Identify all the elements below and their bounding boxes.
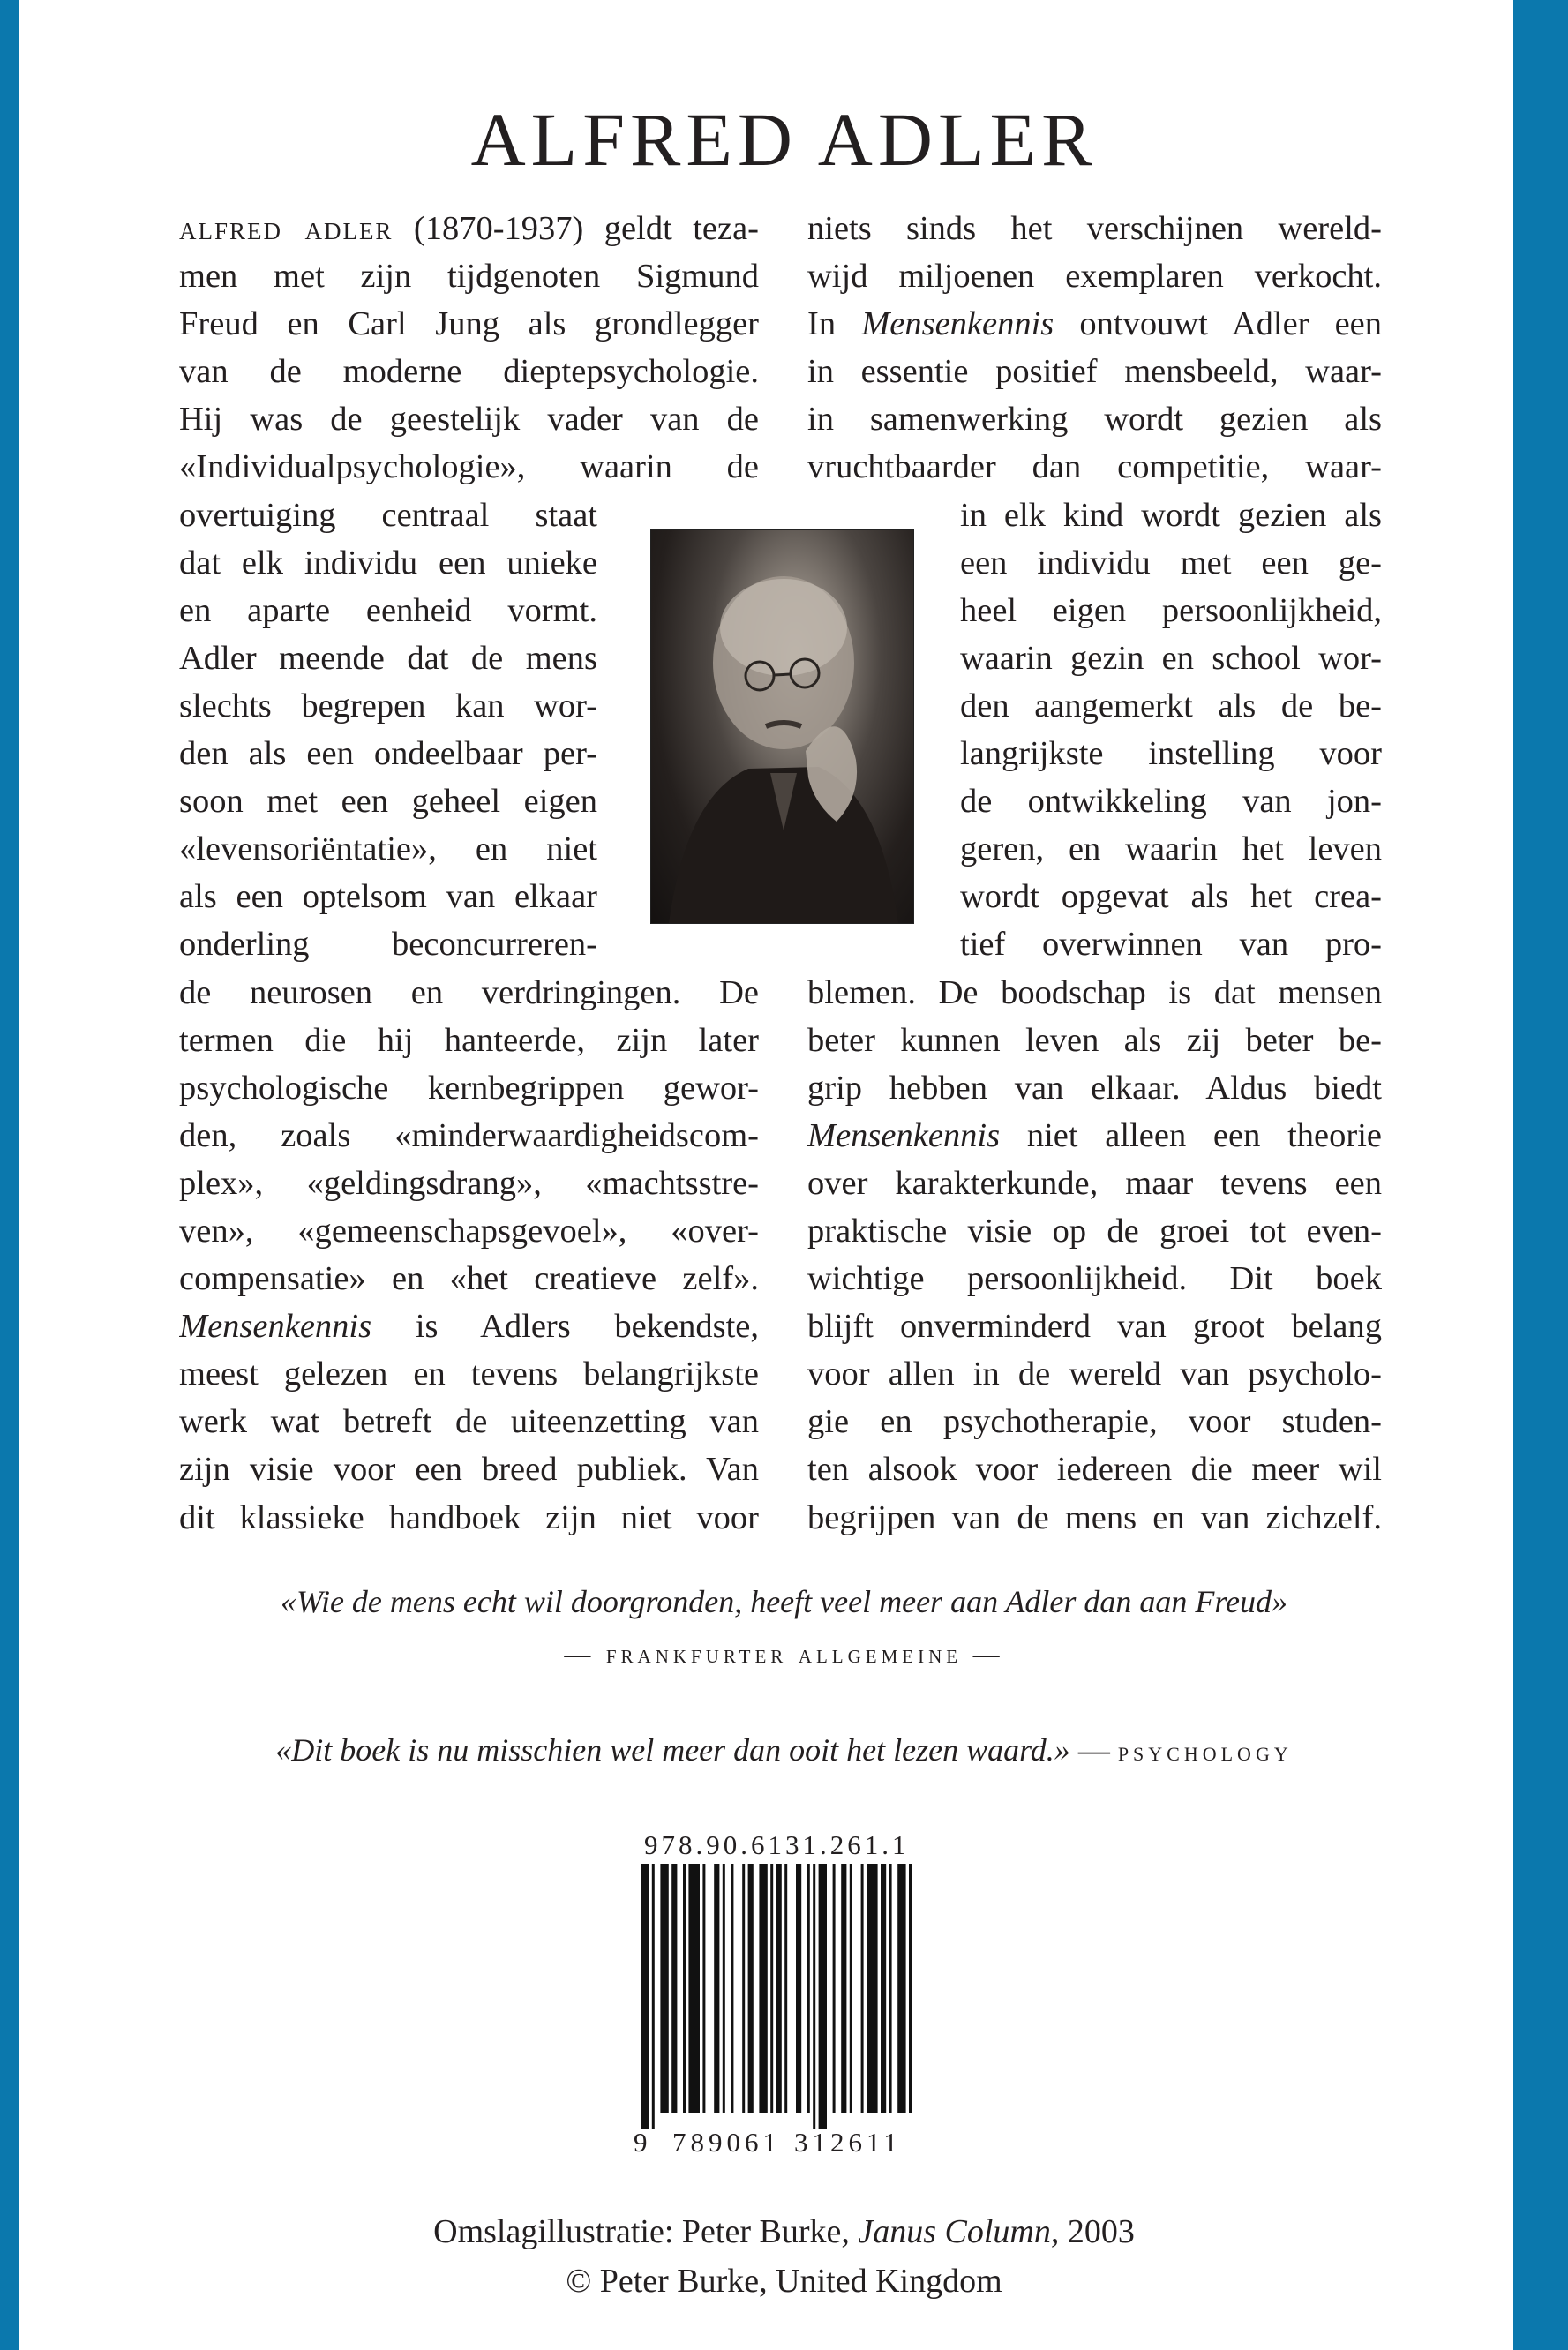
right-line-14: wordt opgevat als het crea- <box>960 878 1382 916</box>
barcode-bar <box>731 1864 733 2113</box>
barcode-bar <box>776 1864 782 2113</box>
quote-frankfurter: «Wie de mens echt wil doorgronden, heeft veel meer aan Adler dan aan Freud» <box>280 1584 1288 1619</box>
barcode-bar <box>889 1864 892 2113</box>
quote-psychology-source: psychology <box>1117 1736 1293 1767</box>
cover-credit-line2: © Peter Burke, United Kingdom <box>566 2263 1002 2300</box>
left-line-1: men met zijn tijdgenoten Sigmund <box>179 258 759 296</box>
barcode-digit-group1: 789061 <box>672 2127 781 2158</box>
barcode-bar <box>714 1864 719 2113</box>
left-line-24: meest gelezen en tevens belangrijkste <box>179 1355 759 1393</box>
barcode-digit-first: 9 <box>634 2127 652 2158</box>
left-line-18: psychologische kernbegrippen gewor- <box>179 1069 759 1107</box>
barcode-bar <box>861 1864 864 2113</box>
barcode-digit-group2: 312611 <box>794 2127 902 2158</box>
barcode-bar <box>850 1864 852 2113</box>
book-title-italic: Mensenkennis <box>861 305 1054 343</box>
right-blue-stripe <box>1513 0 1568 2350</box>
right-line-12: de ontwikkeling van jon- <box>960 783 1382 821</box>
barcode-bar <box>881 1864 886 2113</box>
right-line-21: praktische visie op de groei tot even- <box>807 1212 1382 1250</box>
barcode-bar <box>702 1864 705 2113</box>
left-line-23: Mensenkennis is Adlers bekendste, <box>179 1308 759 1346</box>
barcode-bar <box>748 1864 754 2113</box>
quote-psychology: «Dit boek is nu misschien wel meer dan ooit het lezen waard.» — psychology <box>275 1732 1293 1768</box>
right-line-11: langrijkste instelling voor <box>960 735 1382 773</box>
barcode-bar <box>688 1864 700 2113</box>
barcode-bar <box>660 1864 668 2113</box>
right-line-17: beter kunnen leven als zij beter be- <box>807 1021 1382 1059</box>
isbn-label: 978.90.6131.261.1 <box>644 1829 910 1860</box>
left-line-11: den als een ondeelbaar per- <box>179 735 597 773</box>
right-column <box>807 205 1382 1542</box>
left-line-8: en aparte eenheid vormt. <box>179 591 597 629</box>
barcode-bar <box>652 1864 655 2129</box>
barcode-bar <box>723 1864 725 2113</box>
left-line-26: zijn visie voor een breed publiek. Van <box>179 1451 759 1489</box>
barcode-bar <box>807 1864 810 2113</box>
right-line-3: in essentie positief mensbeeld, waar- <box>807 353 1382 391</box>
barcode-bar <box>770 1864 773 2113</box>
cover-credit-line1: Omslagillustratie: Peter Burke, Janus Column, 2003 <box>433 2213 1135 2250</box>
left-line-2: Freud en Carl Jung als grondlegger <box>179 305 759 343</box>
barcode-bar <box>784 1864 787 2113</box>
barcode-bar <box>841 1864 846 2113</box>
right-line-2: In Mensenkennis ontvouwt Adler een <box>807 305 1382 343</box>
barcode <box>635 1864 918 2129</box>
right-line-15: tief overwinnen van pro- <box>960 926 1382 964</box>
barcode-bar <box>833 1864 836 2113</box>
left-line-0: alfred adler (1870-1937) geldt teza- <box>179 210 759 247</box>
left-line-7: dat elk individu een unieke <box>179 544 597 582</box>
left-line-19: den, zoals «minderwaardigheidscom- <box>179 1116 759 1154</box>
book-title: ALFRED ADLER <box>470 97 1098 182</box>
left-line-4: Hij was de geestelijk vader van de <box>179 401 759 439</box>
right-line-23: blijft onverminderd van groot belang <box>807 1308 1382 1346</box>
right-line-5: vruchtbaarder dan competitie, waar- <box>807 448 1382 486</box>
right-line-13: geren, en waarin het leven <box>960 830 1382 868</box>
right-line-16: blemen. De boodschap is dat mensen <box>807 973 1382 1011</box>
quote-frankfurter-source: — frankfurter allgemeine — <box>564 1640 1004 1669</box>
right-line-24: voor allen in de wereld van psycholo- <box>807 1355 1382 1393</box>
left-line-14: als een optelsom van elkaar <box>179 878 597 916</box>
right-line-7: een individu met een ge- <box>960 544 1382 582</box>
right-line-9: waarin gezin en school wor- <box>960 639 1382 677</box>
right-line-6: in elk kind wordt gezien als <box>960 496 1382 534</box>
right-line-10: den aangemerkt als de be- <box>960 687 1382 725</box>
left-line-21: ven», «gemeenschapsgevoel», «over- <box>179 1212 759 1250</box>
barcode-bar <box>813 1864 815 2129</box>
right-line-4: in samenwerking wordt gezien als <box>807 401 1382 439</box>
right-line-18: grip hebben van elkaar. Aldus biedt <box>807 1069 1382 1107</box>
left-line-6: overtuiging centraal staat <box>179 496 597 534</box>
left-line-15: onderling beconcurreren- <box>179 926 597 964</box>
left-line-12: soon met een geheel eigen <box>179 783 597 821</box>
barcode-bar <box>867 1864 878 2113</box>
right-line-26: ten alsook voor iedereen die meer wil <box>807 1451 1382 1489</box>
left-line-13: «levensoriëntatie», en niet <box>179 830 597 868</box>
book-title-italic: Mensenkennis <box>179 1308 372 1346</box>
barcode-bar <box>897 1864 905 2113</box>
left-line-3: van de moderne dieptepsychologie. <box>179 353 759 391</box>
barcode-bar <box>819 1864 827 2129</box>
book-title-italic: Mensenkennis <box>807 1116 1001 1154</box>
barcode-bar <box>796 1864 801 2113</box>
barcode-bar <box>641 1864 649 2129</box>
left-line-10: slechts begrepen kan wor- <box>179 687 597 725</box>
left-line-17: termen die hij hanteerde, zijn later <box>179 1021 759 1059</box>
right-line-20: over karakterkunde, maar tevens een <box>807 1164 1382 1202</box>
left-line-22: compensatie» en «het creatieve zelf». <box>179 1260 759 1298</box>
right-line-0: niets sinds het verschijnen wereld- <box>807 210 1382 247</box>
left-line-16: de neurosen en verdringingen. De <box>179 973 759 1011</box>
left-line-9: Adler meende dat de mens <box>179 639 597 677</box>
barcode-bar <box>671 1864 677 2113</box>
right-line-25: gie en psychotherapie, voor studen- <box>807 1403 1382 1441</box>
left-line-20: plex», «geldingsdrang», «machtsstre- <box>179 1164 759 1202</box>
right-line-8: heel eigen persoonlijkheid, <box>960 591 1382 629</box>
left-line-5: «Individualpsychologie», waarin de <box>179 448 759 486</box>
barcode-bar <box>742 1864 745 2113</box>
right-line-1: wijd miljoenen exemplaren verkocht. <box>807 258 1382 296</box>
right-line-22: wichtige persoonlijkheid. Dit boek <box>807 1260 1382 1298</box>
barcode-bar <box>759 1864 767 2113</box>
left-line-25: werk wat betreft de uiteenzetting van <box>179 1403 759 1441</box>
barcode-bar <box>909 1864 912 2113</box>
left-blue-stripe <box>0 0 19 2350</box>
left-line-27: dit klassieke handboek zijn niet voor <box>179 1498 759 1536</box>
right-line-27: begrijpen van de mens en van zichzelf. <box>807 1498 1382 1536</box>
right-line-19: Mensenkennis niet alleen een theorie <box>807 1116 1382 1154</box>
author-name-smallcaps: alfred adler <box>179 210 394 247</box>
barcode-bar <box>683 1864 686 2113</box>
